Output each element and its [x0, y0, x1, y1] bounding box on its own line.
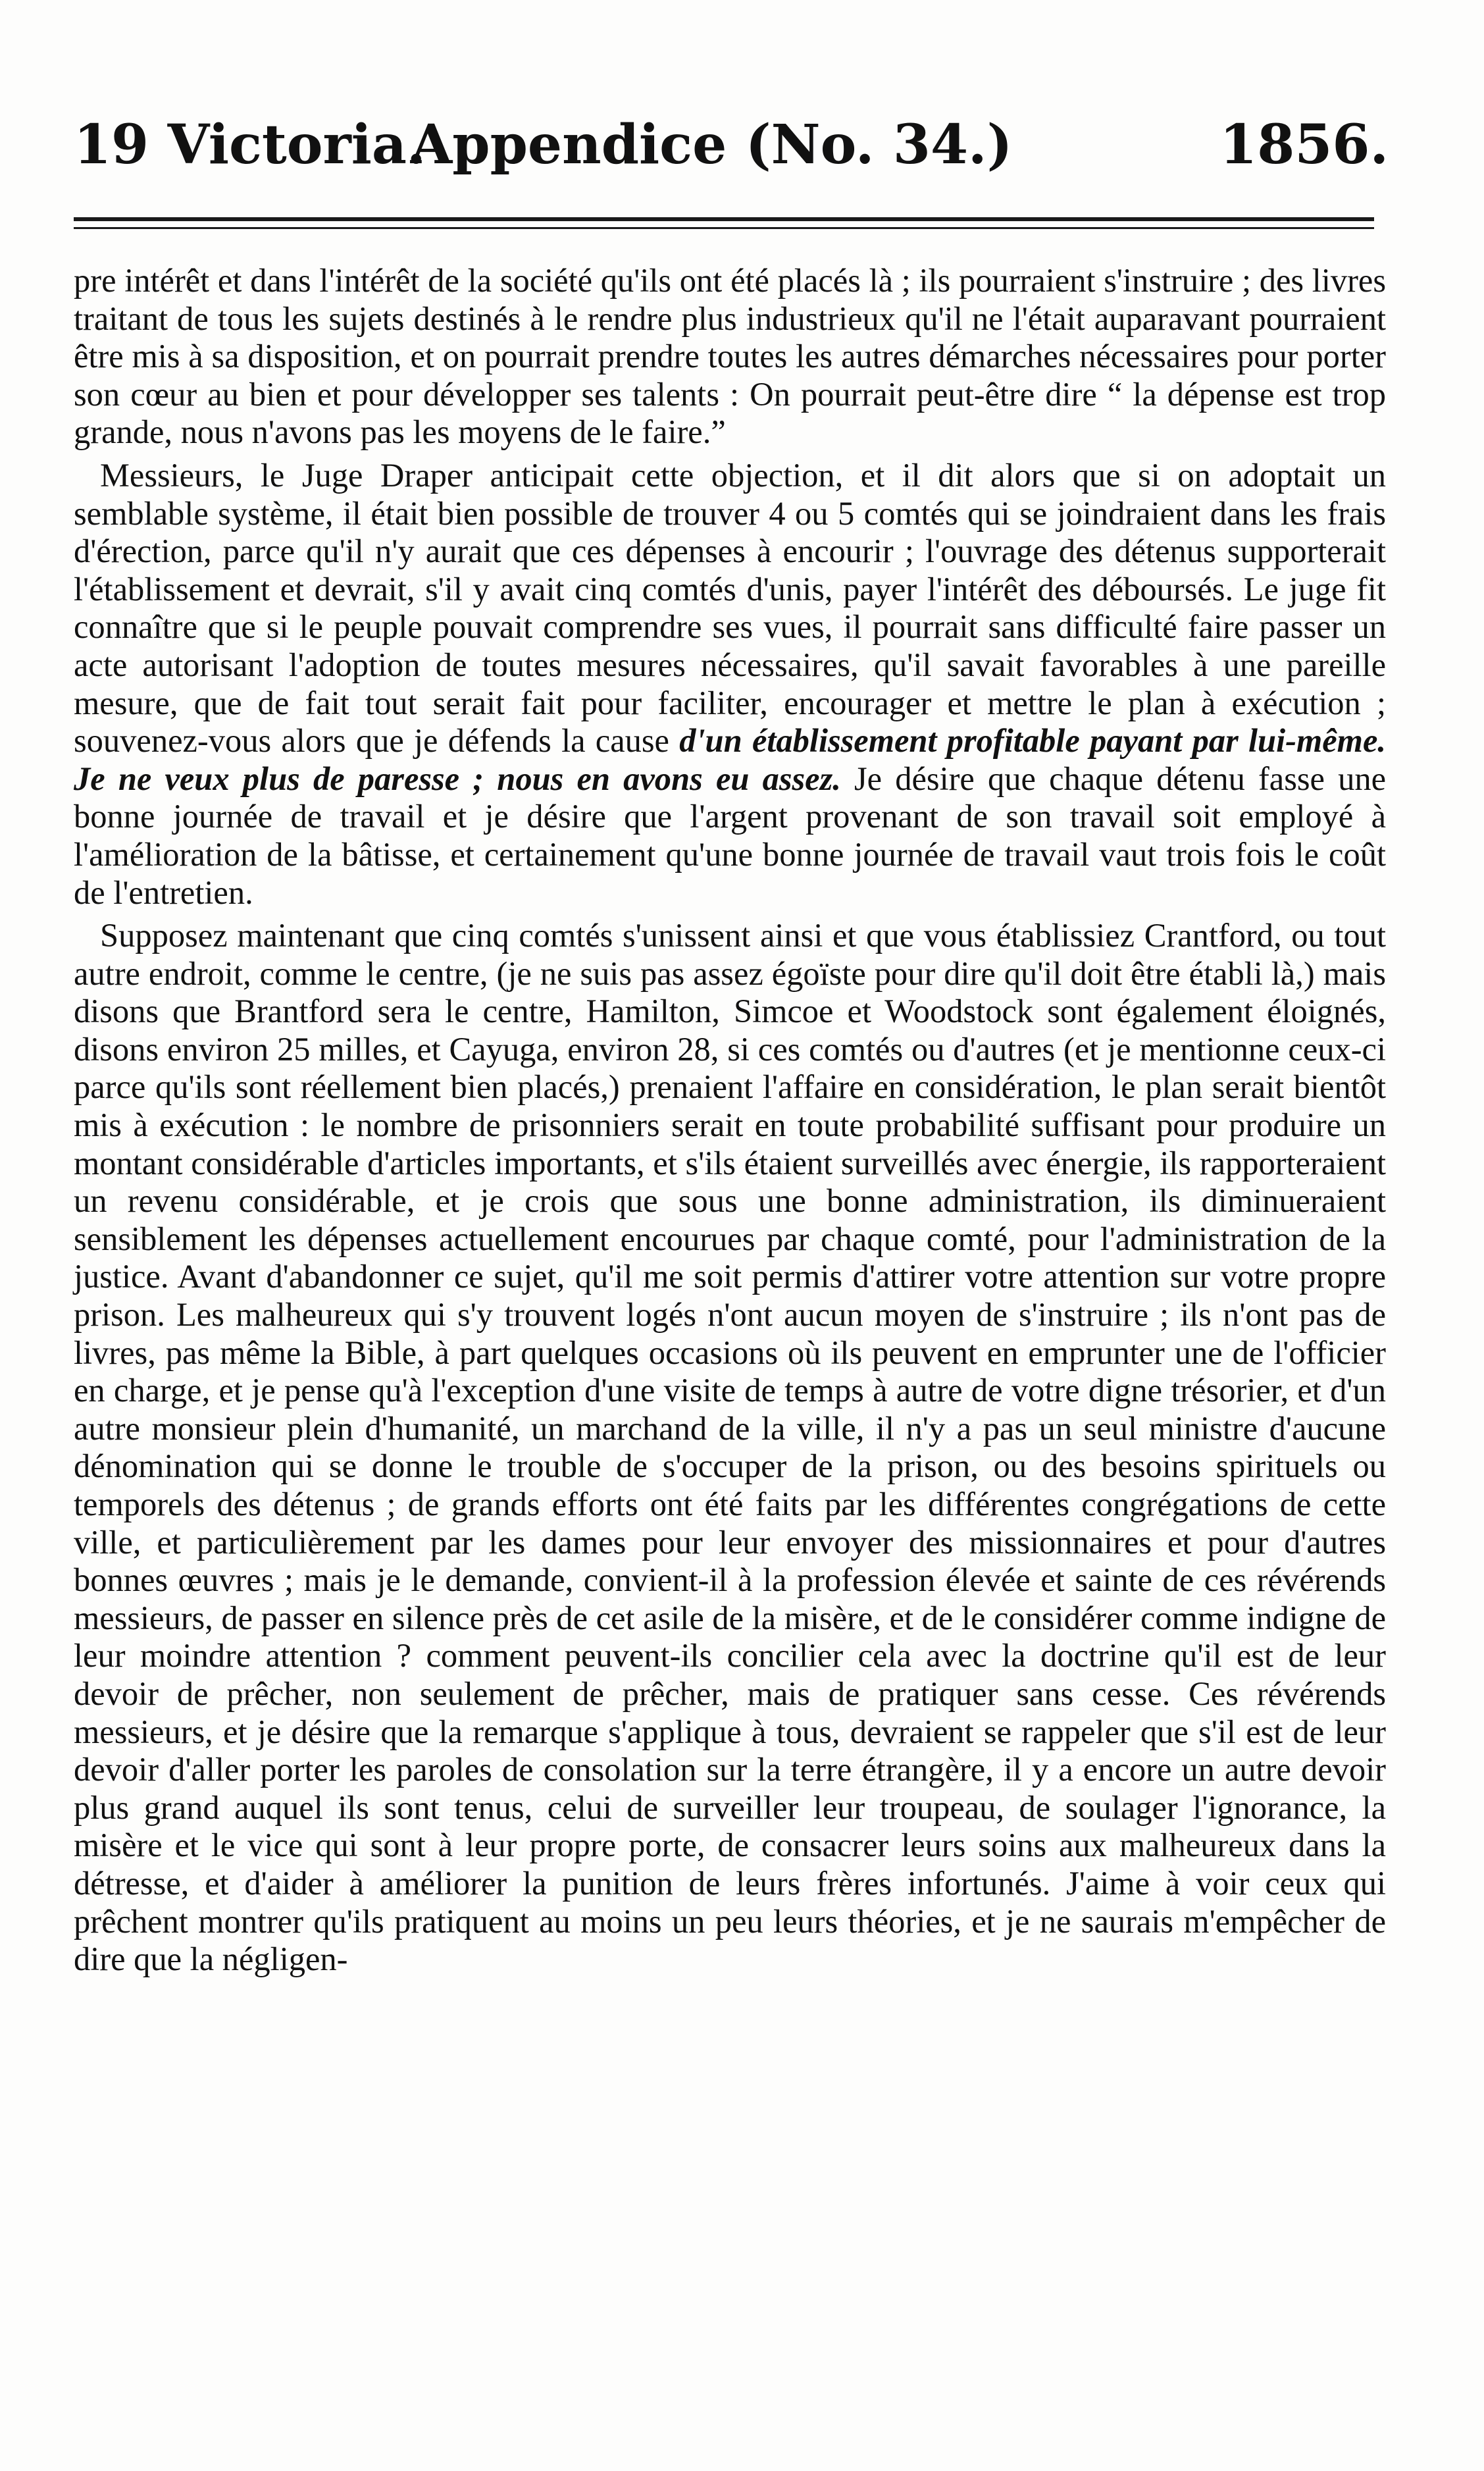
- page-header: [74, 112, 1389, 178]
- paragraph-2-text-b: Je désire que chaque détenu fasse une bonne journée de travail et je désire que l'argent provenant de son travail soit employé à l'amélioration de la bâtisse, et certainement qu'une bonne journée de travail vaut trois fois le coût de l'entretien.: [74, 760, 1387, 911]
- header-year: 1856.: [1219, 113, 1389, 176]
- paragraph-2-italic-quote: d'un établissement profitable payant par lui-même. Je ne veux plus de paresse ; nous en avons eu assez.: [74, 722, 1387, 797]
- paragraph-2: [74, 457, 1386, 912]
- paragraph-3: Supposez maintenant que cinq comtés s'unissent ainsi et que vous établissiez Crantford, ou tout autre endroit, comme le centre, (je ne suis pas assez égoïste pour dire qu'il doit être établi là,) mais disons que Brantford sera le centre, Hamilton, Simcoe et Woodstock sont également éloignés, disons environ 25 milles, et Cayuga, environ 28, si ces comtés ou d'autres (et je mentionne ceux-ci parce qu'ils sont réellement bien placés,) prenaient l'affaire en considération, le plan serait bientôt mis à exécution : le nombre de prisonniers serait en toute probabilité suffisant pour produire un montant considérable d'articles importants, et s'ils étaient surveillés avec énergie, ils rapporteraient un revenu considérable, et je crois que sous une bonne administration, ils diminueraient sensiblement les dépenses actuellement encourues par chaque comté, pour l'administration de la justice. Avant d'abandonner ce sujet, qu'il me soit permis d'attirer votre attention sur votre propre prison. Les malheureux qui s'y trouvent logés n'ont aucun moyen de s'instruire ; ils n'ont pas de livres, pas même la Bible, à part quelques occasions où ils peuvent en emprunter une de l'officier en charge, et je pense qu'à l'exception d'une visite de temps à autre de votre digne trésorier, et d'un autre monsieur plein d'humanité, un marchand de la ville, il n'y a pas un seul ministre d'aucune dénomination qui se donne le trouble de s'occuper de la prison, ou des besoins spirituels ou temporels des détenus ; de grands efforts ont été faits par les différentes congrégations de cette ville, et particulièrement par les dames pour leur envoyer des missionnaires et pour d'autres bonnes œuvres ; mais je le demande, convient-il à la profession élevée et sainte de ces révérends messieurs, de passer en silence près de cet asile de la misère, et de le considérer comme indigne de leur moindre attention ? comment peuvent-ils concilier cela avec la doctrine qu'il est de leur devoir de prêcher, non seulement de prêcher, mais de pratiquer sans cesse. Ces révérends messieurs, et je désire que la remarque s'applique à tous, devraient se rappeler que s'il est de leur devoir d'aller porter les paroles de consolation sur la terre étrangère, il y a encore un autre devoir plus grand auquel ils sont tenus, celui de surveiller leur troupeau, de soulager l'ignorance, la misère et le vice qui sont à leur propre porte, de consacrer leurs soins aux malheureux dans la détresse, et d'aider à améliorer la punition de leurs frères infortunés. J'aime à voir ceux qui prêchent montrer qu'ils pratiquent au moins un peu leurs théories, et je ne saurais m'empêcher de dire que la négligen-: [74, 917, 1386, 1978]
- paragraph-1: pre intérêt et dans l'intérêt de la société qu'ils ont été placés là ; ils pourraient s'instruire ; des livres traitant de tous les sujets destinés à le rendre plus industrieux qu'il ne l'était auparavant pourraient être mis à sa disposition, et on pourrait prendre toutes les autres démarches nécessaires pour porter son cœur au bien et pour développer ses talents : On pourrait peut-être dire “ la dépense est trop grande, nous n'avons pas les moyens de le faire.”: [74, 262, 1386, 451]
- header-appendix-title: Appendice (No. 34.): [410, 113, 1013, 176]
- header-rule-thin: [74, 227, 1374, 229]
- paragraph-2-text-a: Messieurs, le Juge Draper anticipait cette objection, et il dit alors que si on adoptait un semblable système, il était bien possible de trouver 4 ou 5 comtés qui se joindraient dans les frais d'érection, parce qu'il n'y aurait que ces dépenses à encourir ; l'ouvrage des détenus supporterait l'établissement et devrait, s'il y avait cinq comtés d'unis, payer l'intérêt des déboursés. Le juge fit connaître que si le peuple pouvait comprendre ses vues, il pourrait sans difficulté faire passer un acte autorisant l'adoption de toutes mesures nécessaires, qu'il savait favorables à une pareille mesure, que de fait tout serait fait pour faciliter, encourager et mettre le plan à exécution ; souvenez-vous alors que je défends la cause: [74, 456, 1386, 760]
- body-text: [74, 262, 1386, 1984]
- header-rule-thick: [74, 217, 1374, 221]
- header-regnal-year: 19 Victoria.: [74, 113, 426, 176]
